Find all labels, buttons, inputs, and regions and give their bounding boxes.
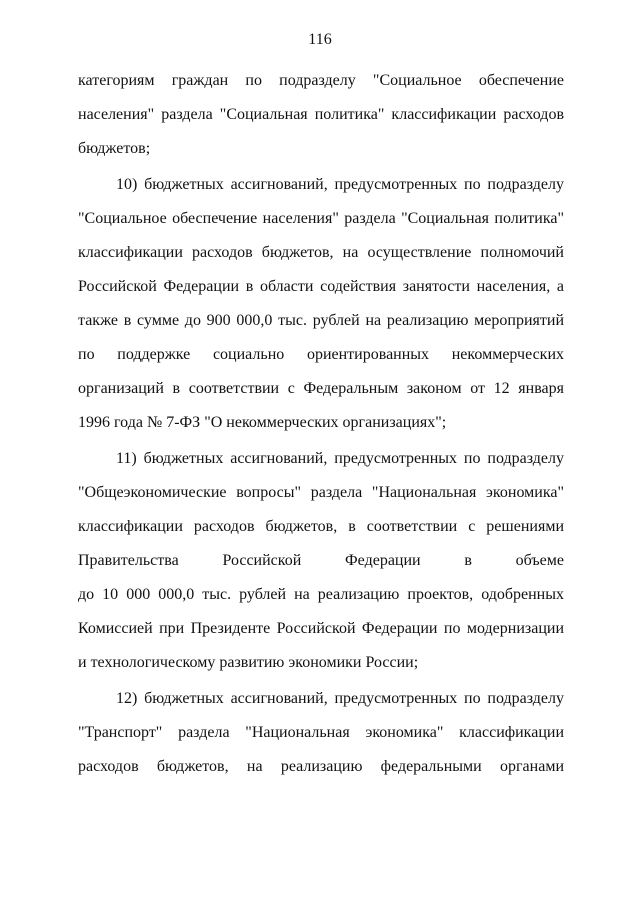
text-line: населения" раздела "Социальная политика" классификации расходов — [78, 106, 564, 123]
text-line: Правительства Российской Федерации в объеме — [78, 552, 564, 569]
text-line: 11) бюджетных ассигнований, предусмотренных по подразделу — [116, 450, 564, 467]
text-line: организаций в соответствии с Федеральным законом от 12 января — [78, 380, 564, 397]
text-line: "Социальное обеспечение населения" раздела "Социальная политика" — [78, 210, 564, 227]
text-line: 1996 года № 7-ФЗ "О некоммерческих организациях"; — [78, 414, 447, 431]
text-line: "Транспорт" раздела "Национальная экономика" классификации — [78, 724, 564, 741]
text-line: 12) бюджетных ассигнований, предусмотренных по подразделу — [116, 690, 564, 707]
text-line: Российской Федерации в области содействия занятости населения, а — [78, 278, 564, 295]
text-line: также в сумме до 900 000,0 тыс. рублей на реализацию мероприятий — [78, 312, 564, 329]
text-line: бюджетов; — [78, 140, 151, 157]
text-line: категориям граждан по подразделу "Социальное обеспечение — [78, 72, 564, 89]
text-line: классификации расходов бюджетов, на осуществление полномочий — [78, 244, 564, 261]
text-line: и технологическому развитию экономики России; — [78, 654, 419, 671]
text-line: Комиссией при Президенте Российской Федерации по модернизации — [78, 620, 564, 637]
text-line: по поддержке социально ориентированных некоммерческих — [78, 346, 564, 363]
text-line: классификации расходов бюджетов, в соответствии с решениями — [78, 518, 564, 535]
text-line: 10) бюджетных ассигнований, предусмотренных по подразделу — [116, 176, 564, 193]
text-line: расходов бюджетов, на реализацию федеральными органами — [78, 758, 564, 775]
page-number: 116 — [308, 31, 332, 48]
text-line: до 10 000 000,0 тыс. рублей на реализацию проектов, одобренных — [78, 586, 564, 603]
text-line: "Общеэкономические вопросы" раздела "Национальная экономика" — [78, 484, 564, 501]
